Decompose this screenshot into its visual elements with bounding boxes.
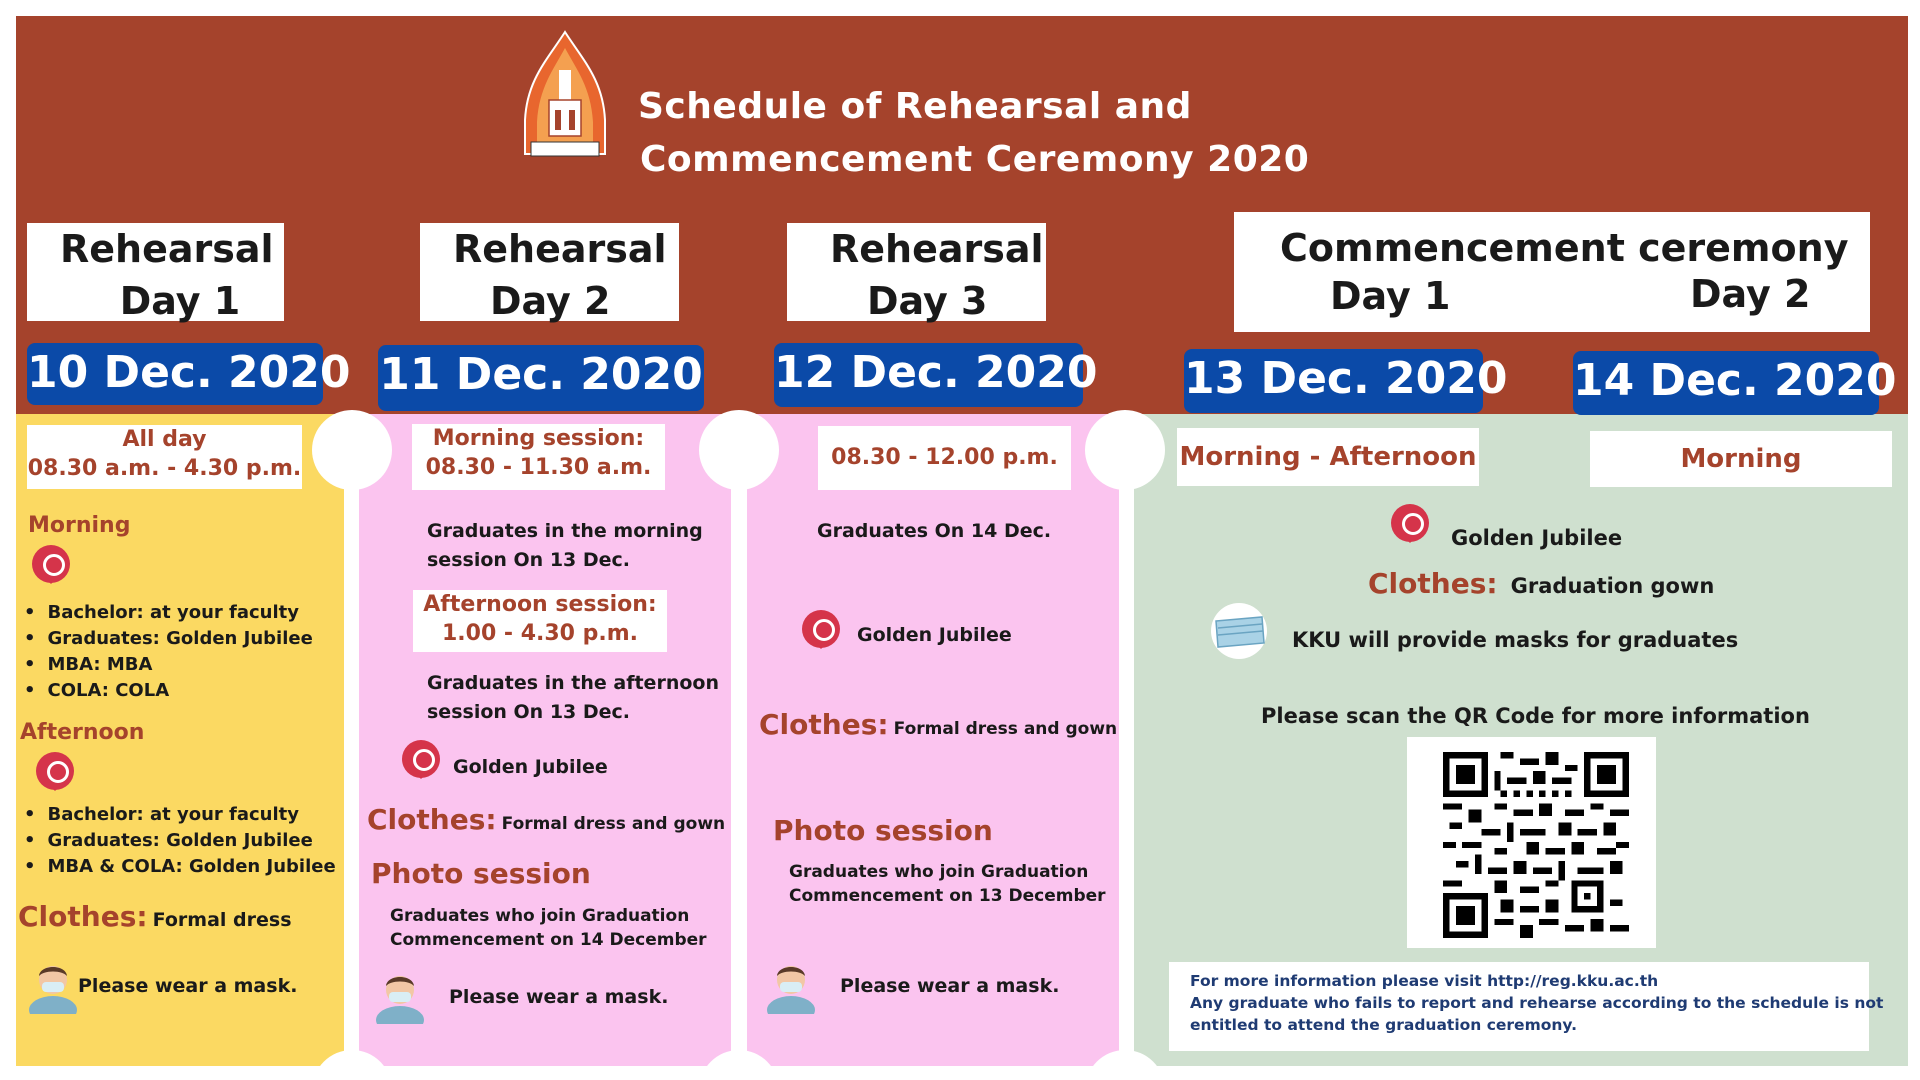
commencement-day2-time: Morning (1590, 431, 1892, 487)
more-info-link[interactable]: For more information please visit http://reg.kku.ac.th (1190, 972, 1659, 990)
person-wearing-mask-icon (28, 958, 78, 1014)
commencement-clothes (1368, 567, 1714, 600)
location-pin-icon (36, 752, 74, 790)
rehearsal-day3-text: Graduates On 14 Dec. (817, 520, 1052, 542)
person-wearing-mask-icon (375, 968, 425, 1024)
afternoon-session-text-line1: Graduates in the afternoon (427, 672, 719, 694)
rehearsal-day1-clothes (18, 900, 292, 933)
afternoon-label: Afternoon (20, 720, 145, 745)
morning-session-text-line1: Graduates in the morning (427, 520, 703, 542)
rehearsal-day3-location: Golden Jubilee (857, 624, 1012, 646)
list-item: • MBA: MBA (24, 652, 313, 678)
clothes-label: Clothes: (759, 708, 889, 741)
commencement-day1-time: Morning - Afternoon (1177, 428, 1479, 486)
list-item: • COLA: COLA (24, 678, 313, 704)
rehearsal-day3-time: 08.30 - 12.00 p.m. (818, 426, 1071, 490)
photo-session-label: Photo session (371, 857, 591, 890)
rehearsal-day2-heading-line1: Rehearsal (453, 227, 667, 271)
morning-session-text-line2: session On 13 Dec. (427, 549, 631, 571)
clothes-label: Clothes: (18, 900, 148, 933)
rehearsal-day3-clothes (759, 708, 1117, 741)
photo-session-label: Photo session (773, 814, 993, 847)
rehearsal-day3-heading-line1: Rehearsal (830, 227, 1044, 271)
mask-reminder: Please wear a mask. (840, 975, 1060, 997)
date-badge-10-dec: 10 Dec. 2020 (27, 343, 323, 405)
afternoon-location-list (24, 802, 336, 880)
location-pin-icon (802, 610, 840, 648)
rehearsal-day2-heading (420, 223, 679, 321)
person-wearing-mask-icon (766, 958, 816, 1014)
policy-note-line1: Any graduate who fails to report and rehearse according to the schedule is not (1190, 994, 1884, 1012)
photo-session-line1: Graduates who join Graduation (390, 906, 690, 926)
kku-logo-icon (523, 30, 607, 160)
afternoon-session-text-line2: session On 13 Dec. (427, 701, 631, 723)
morning-session-time (412, 424, 665, 490)
afternoon-session-time-line1: Afternoon session: (423, 592, 657, 617)
rehearsal-day2-heading-line2: Day 2 (490, 279, 611, 323)
photo-session-line2: Commencement on 13 December (789, 886, 1106, 906)
commencement-day2-label: Day 2 (1690, 272, 1811, 316)
clothes-value: Graduation gown (1510, 574, 1715, 598)
commencement-day1-label: Day 1 (1330, 274, 1451, 318)
location-pin-icon (402, 740, 440, 778)
page-title-line2: Commencement Ceremony 2020 (640, 139, 1310, 180)
date-badge-12-dec: 12 Dec. 2020 (774, 343, 1083, 407)
list-item: • MBA & COLA: Golden Jubilee (24, 854, 336, 880)
mask-reminder: Please wear a mask. (449, 986, 669, 1008)
clothes-value: Formal dress and gown (501, 814, 726, 834)
rehearsal-day2-clothes (367, 803, 725, 836)
divider-notch (699, 410, 779, 490)
date-badge-14-dec: 14 Dec. 2020 (1573, 351, 1879, 415)
policy-note-line2: entitled to attend the graduation ceremony. (1190, 1016, 1577, 1034)
morning-session-time-line1: Morning session: (432, 426, 645, 451)
commencement-heading (1234, 212, 1870, 332)
clothes-label: Clothes: (367, 803, 497, 836)
afternoon-session-time (413, 590, 667, 652)
location-pin-icon (1391, 504, 1429, 542)
date-badge-13-dec: 13 Dec. 2020 (1184, 349, 1483, 413)
commencement-heading-title: Commencement ceremony (1280, 226, 1849, 270)
photo-session-line2: Commencement on 14 December (390, 930, 707, 950)
list-item: • Graduates: Golden Jubilee (24, 828, 336, 854)
morning-session-time-line2: 08.30 - 11.30 a.m. (425, 455, 652, 480)
rehearsal-day1-heading-line2: Day 1 (119, 279, 241, 323)
rehearsal-day1-heading-line1: Rehearsal (60, 227, 274, 271)
morning-location-list (24, 600, 313, 704)
rehearsal-day1-heading (27, 223, 284, 321)
rehearsal-day3-heading (787, 223, 1046, 321)
divider-notch (1085, 410, 1165, 490)
clothes-value: Formal dress (152, 909, 292, 931)
commencement-location: Golden Jubilee (1451, 526, 1623, 550)
clothes-label: Clothes: (1368, 567, 1498, 600)
mask-provision-note: KKU will provide masks for graduates (1292, 628, 1739, 652)
mask-reminder: Please wear a mask. (78, 975, 298, 997)
photo-session-line1: Graduates who join Graduation (789, 862, 1089, 882)
qr-code-icon[interactable] (1443, 752, 1629, 938)
rehearsal-day1-time (27, 425, 302, 489)
qr-code-container (1407, 737, 1656, 948)
rehearsal-day1-time-line1: All day (122, 427, 207, 452)
list-item: • Bachelor: at your faculty (24, 802, 336, 828)
list-item: • Graduates: Golden Jubilee (24, 626, 313, 652)
more-info-box (1169, 962, 1884, 1051)
date-badge-11-dec: 11 Dec. 2020 (378, 345, 704, 411)
clothes-value: Formal dress and gown (893, 719, 1118, 739)
rehearsal-day3-heading-line2: Day 3 (867, 279, 988, 323)
face-mask-icon (1208, 603, 1270, 659)
morning-label: Morning (28, 513, 131, 538)
afternoon-session-time-line2: 1.00 - 4.30 p.m. (441, 621, 639, 646)
rehearsal-day2-location: Golden Jubilee (453, 756, 608, 778)
qr-prompt: Please scan the QR Code for more information (1261, 704, 1810, 728)
rehearsal-day1-time-line2: 08.30 a.m. - 4.30 p.m. (27, 456, 302, 481)
page-title-line1: Schedule of Rehearsal and (638, 86, 1192, 127)
location-pin-icon (32, 545, 70, 583)
divider-notch (312, 410, 392, 490)
list-item: • Bachelor: at your faculty (24, 600, 313, 626)
